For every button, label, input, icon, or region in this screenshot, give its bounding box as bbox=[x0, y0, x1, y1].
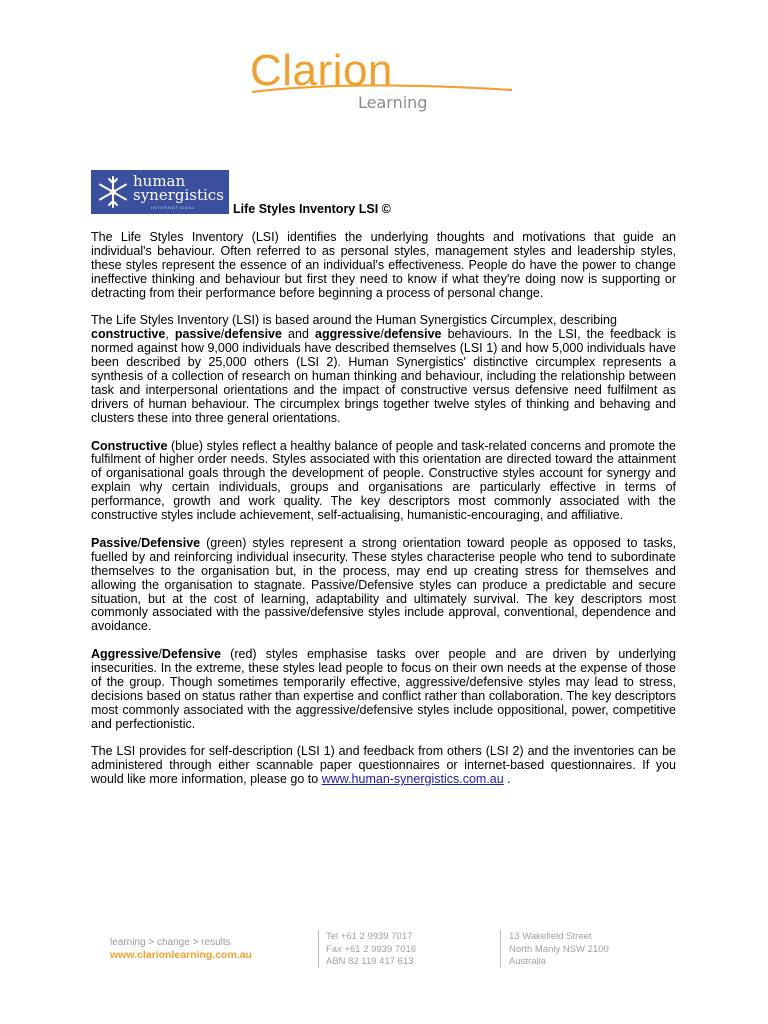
human-synergistics-logo bbox=[91, 170, 229, 214]
paragraph-intro: The Life Styles Inventory (LSI) identifies the underlying thoughts and motivations that guide an individual's behaviour. Often referred to as personal styles, management styles and leadership styles, these styles represent the essence of an individual's effectiveness. People do have the power to change ineffective thinking and behaviour but first they need to know if what they're doing now is supporting or detracting from their performance before beginning a process of personal change. bbox=[91, 230, 676, 300]
footer-tagline: learning > change > results bbox=[110, 937, 231, 948]
footer-tel: Tel +61 2 9939 7017 bbox=[326, 931, 413, 942]
page-footer bbox=[0, 928, 768, 978]
paragraph-more-info: The LSI provides for self-description (LSI 1) and feedback from others (LSI 2) and the inventories can be administered through either scannable paper questionnaires or internet-based questionnaires. If you would like more information, please go to www.human-synergistics.com.au . bbox=[91, 744, 676, 787]
document-title: Life Styles Inventory LSI © bbox=[233, 202, 391, 216]
clarion-logo bbox=[250, 46, 520, 116]
paragraph-passive-defensive: Passive/Defensive (green) styles represent a strong orientation toward people as opposed to tasks, fuelled by and reinforcing individual insecurity. These styles characterise people who tend to subordinate themselves to the organisation but, in the process, may end up creating stress for themselves and allowing the organisation to stagnate. Passive/Defensive styles can produce a predictable and secure situation, but at the cost of learning, adaptability and ultimately survival. The key descriptors most commonly associated with the passive/defensive styles include approval, conventional, dependence and avoidance. bbox=[91, 535, 676, 634]
brand-name: Clarion bbox=[250, 46, 393, 95]
paragraph-constructive: Constructive (blue) styles reflect a healthy balance of people and task-related concerns and promote the fulfilment of higher order needs. Styles associated with this orientation are directed toward the attainment of organisational goals through the development of people. Constructive styles account for synergy and explain why certain individuals, groups and organisations are particularly effective in terms of performance, growth and work quality. The key descriptors most commonly associated with the constructive styles include achievement, self-actualising, humanistic-encouraging, and affiliative. bbox=[91, 438, 676, 523]
document-body bbox=[91, 231, 676, 801]
footer-contact bbox=[326, 931, 416, 969]
paragraph-aggressive-defensive: Aggressive/Defensive (red) styles emphasise tasks over people and are driven by underlying insecurities. In the extreme, these styles lead people to focus on their own needs at the expense of those of the group. Though sometimes temporarily effective, aggressive/defensive styles may lead to stress, decisions based on status rather than expertise and conflict rather than collaboration. The key descriptors most commonly associated with the aggressive/defensive styles include oppositional, power, competitive and perfectionistic. bbox=[91, 647, 676, 731]
footer-address-line: Australia bbox=[509, 956, 546, 967]
logo-line-1: human bbox=[133, 172, 186, 190]
footer-divider bbox=[500, 930, 501, 968]
footer-abn: ABN 82 119 417 613 bbox=[326, 956, 414, 967]
footer-website: www.clarionlearning.com.au bbox=[110, 949, 252, 961]
brand-subtitle: Learning bbox=[358, 93, 428, 112]
human-synergistics-link[interactable]: www.human-synergistics.com.au bbox=[321, 772, 504, 787]
snowflake-icon bbox=[97, 174, 129, 210]
footer-address-line: 13 Wakefield Street bbox=[509, 931, 592, 942]
footer-divider bbox=[318, 930, 319, 968]
footer-address bbox=[509, 931, 609, 969]
logo-line-3: INTERNATIONAL bbox=[151, 205, 196, 210]
footer-address-line: North Manly NSW 2100 bbox=[509, 943, 609, 955]
footer-fax: Fax +61 2 9939 7016 bbox=[326, 943, 417, 955]
paragraph-circumplex: The Life Styles Inventory (LSI) is based around the Human Synergistics Circumplex, describing constructive, passive/defensive and aggressive/defensive behaviours. In the LSI, the feedback is normed against how 9,000 individuals have described themselves (LSI 1) and how 5,000 individuals have been described by 25,000 others (LSI 2). Human Synergistics' distinctive circumplex represents a synthesis of a collection of research on human thinking and behaviour, including the relationship between task and interpersonal orientations and the impact of constructive versus defensive need fulfilment as drivers of human behaviour. The circumplex brings together twelve styles of thinking and behaving and clusters these into three general orientations. bbox=[91, 313, 676, 425]
logo-line-2: synergistics bbox=[133, 186, 224, 204]
